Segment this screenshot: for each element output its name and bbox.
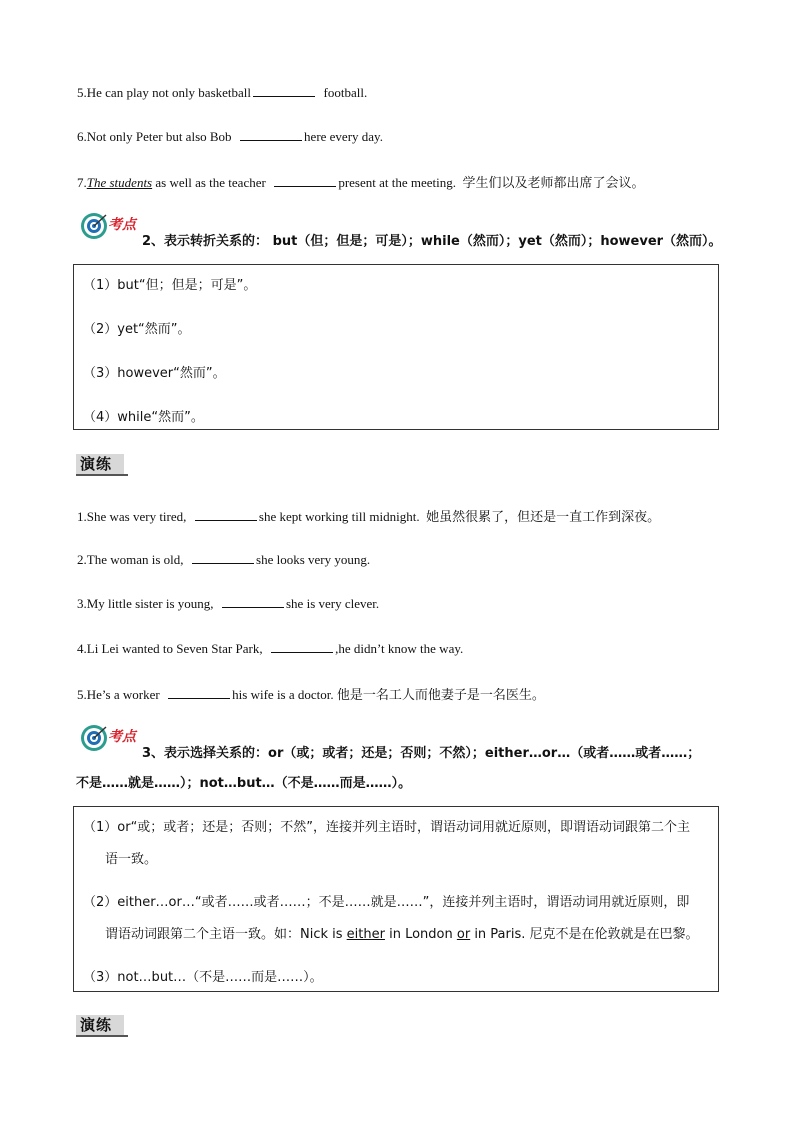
practice-label: 演练: [80, 455, 113, 473]
question-3: [77, 595, 379, 612]
question-text: ,he didn’t know the way.: [335, 641, 464, 656]
question-text: football.: [323, 85, 368, 100]
practice-heading: [76, 452, 128, 474]
answer-blank[interactable]: [274, 174, 336, 187]
question-text: 5.He’s a worker: [77, 687, 160, 702]
question-7: [77, 172, 645, 191]
question-text: 1.She was very tired,: [77, 509, 187, 524]
question-text: as well as the teacher: [152, 175, 266, 190]
explanation-item: （2）either…or…“或者……或者……；不是……就是……”，连接并列主语时，谓语动词用就近原则，即: [83, 895, 690, 910]
underlined-subject: The students: [86, 175, 153, 190]
question-text: she kept working till midnight.: [258, 509, 420, 524]
practice-label: 演练: [80, 1016, 113, 1034]
kaodian-heading-2: [80, 212, 722, 249]
question-text: present at the meeting.: [338, 175, 457, 190]
answer-blank[interactable]: [168, 686, 230, 699]
answer-blank[interactable]: [222, 595, 284, 608]
underlined-word: or: [456, 927, 471, 942]
explanation-item: （3）however“然而”。: [83, 366, 226, 381]
question-5b: [77, 684, 545, 703]
explanation-box: [73, 264, 719, 430]
example-text: in Paris. 尼克不是在伦敦就是在巴黎。: [470, 927, 699, 942]
explanation-item: （2）yet“然而”。: [83, 322, 191, 337]
question-text: 3.My little sister is young,: [77, 596, 214, 611]
explanation-item-continued: 语一致。: [105, 852, 158, 867]
question-5: [77, 84, 367, 101]
underlined-word: either: [346, 927, 385, 942]
question-text: 4.Li Lei wanted to Seven Star Park,: [77, 641, 263, 656]
question-text: 2.The woman is old,: [77, 552, 184, 567]
practice-heading: [76, 1013, 128, 1035]
kaodian-title: 2、表示转折关系的： but（但；但是；可是）；while（然而）；yet（然而）；however（然而）。: [142, 234, 722, 249]
answer-blank[interactable]: [253, 84, 315, 97]
question-text: his wife is a doctor.: [232, 687, 334, 702]
answer-blank[interactable]: [271, 640, 333, 653]
answer-blank[interactable]: [240, 128, 302, 141]
kaodian-title-continued: 不是……就是……）；not…but…（不是……而是……）。: [76, 776, 412, 791]
question-text: 6.Not only Peter but also Bob: [77, 129, 232, 144]
question-text: she looks very young.: [256, 552, 371, 567]
kaodian-label: 考点: [108, 729, 136, 745]
explanation-item-continued: [105, 923, 699, 942]
chinese-translation: 她虽然很累了，但还是一直工作到深夜。: [426, 510, 661, 525]
question-1: [77, 506, 660, 525]
divider: [76, 1035, 128, 1037]
question-text: 5.He can play not only basketball: [77, 85, 252, 100]
divider: [76, 474, 128, 476]
answer-blank[interactable]: [195, 508, 257, 521]
example-text: in London: [384, 927, 457, 942]
answer-blank[interactable]: [192, 551, 254, 564]
explanation-item: （3）not…but…（不是……而是……）。: [83, 970, 323, 985]
question-number: 7.: [77, 175, 87, 190]
explanation-box: [73, 806, 719, 992]
question-4: [77, 640, 463, 657]
question-text: she is very clever.: [286, 596, 380, 611]
chinese-translation: 学生们以及老师都出席了会议。: [462, 176, 645, 191]
question-2: [77, 551, 370, 568]
chinese-translation: 他是一名工人而他妻子是一名医生。: [336, 688, 545, 703]
target-icon: [80, 724, 108, 752]
explanation-item: （1）or“或；或者；还是；否则；不然”，连接并列主语时，谓语动词用就近原则，即谓语动词跟第二个主: [83, 820, 691, 835]
kaodian-heading-3: [80, 724, 701, 761]
kaodian-title: 3、表示选择关系的：or（或；或者；还是；否则；不然）；either…or…（或者……或者……；: [142, 746, 701, 761]
question-6: [77, 128, 383, 145]
example-text: 谓语动词跟第二个主语一致。如：Nick is: [105, 927, 347, 942]
kaodian-label: 考点: [108, 217, 136, 233]
target-icon: [80, 212, 108, 240]
question-text: here every day.: [304, 129, 383, 144]
explanation-item: （4）while“然而”。: [83, 410, 204, 425]
explanation-item: （1）but“但；但是；可是”。: [83, 278, 257, 293]
